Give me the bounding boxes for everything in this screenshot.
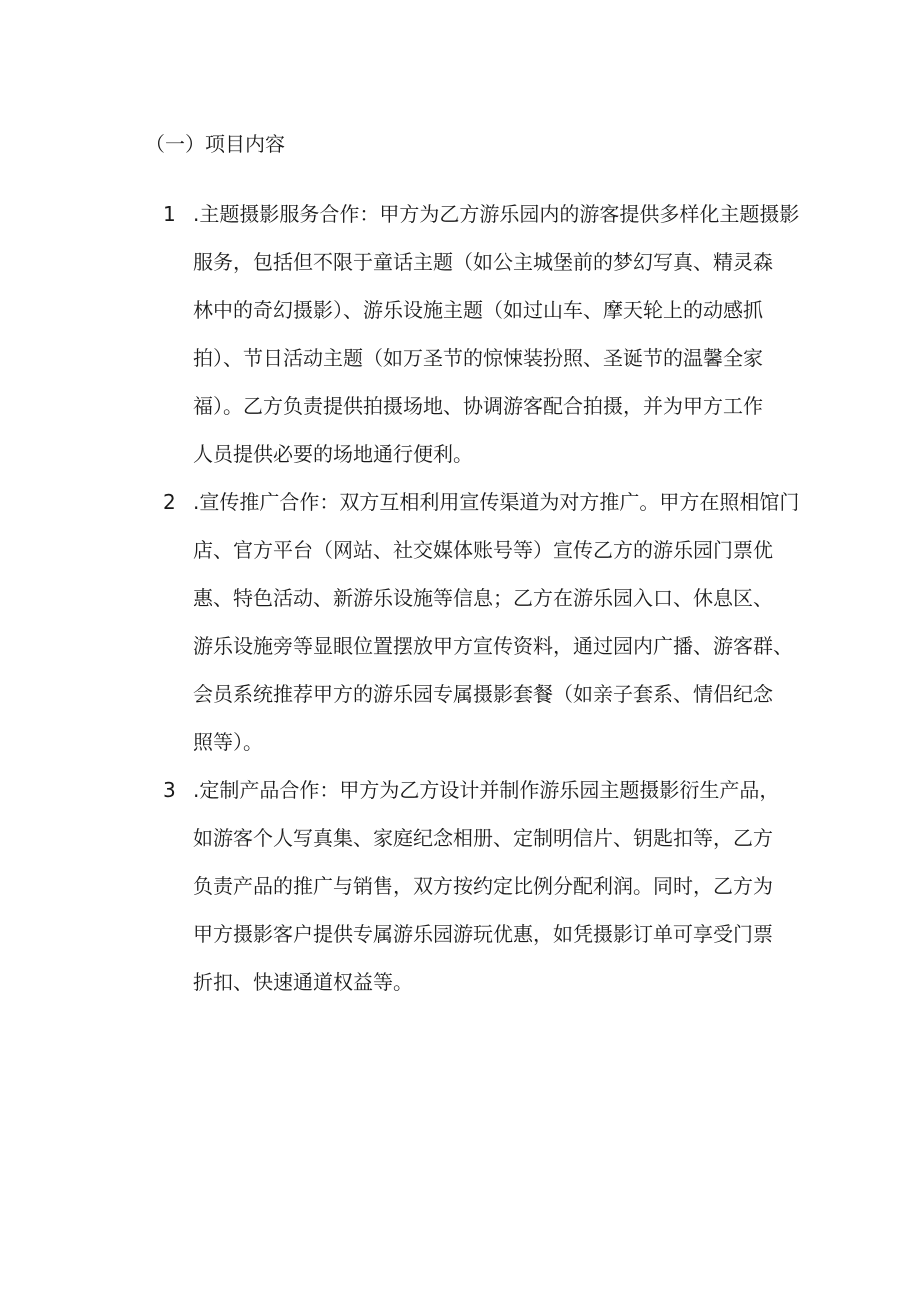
item-text-line: 负责产品的推广与销售，双方按约定比例分配利润。同时，乙方为 bbox=[193, 874, 773, 898]
item-text-line: .宣传推广合作：双方互相利用宣传渠道为对方推广。甲方在照相馆门 bbox=[193, 490, 800, 514]
item-text-line: 会员系统推荐甲方的游乐园专属摄影套餐（如亲子套系、情侣纪念 bbox=[193, 682, 773, 706]
item-text-line: .主题摄影服务合作：甲方为乙方游乐园内的游客提供多样化主题摄影 bbox=[193, 202, 800, 226]
item-text-line: .定制产品合作：甲方为乙方设计并制作游乐园主题摄影衍生产品， bbox=[193, 778, 780, 802]
item-text-line: 服务，包括但不限于童话主题（如公主城堡前的梦幻写真、精灵森 bbox=[193, 250, 773, 274]
item-number: 1 bbox=[163, 202, 176, 226]
item-text-line: 人员提供必要的场地通行便利。 bbox=[193, 442, 473, 466]
item-text-line: 林中的奇幻摄影）、游乐设施主题（如过山车、摩天轮上的动感抓 bbox=[193, 298, 763, 322]
item-text-line: 游乐设施旁等显眼位置摆放甲方宣传资料，通过园内广播、游客群、 bbox=[193, 634, 793, 658]
item-text-line: 照等）。 bbox=[193, 730, 263, 754]
item-number: 3 bbox=[163, 778, 176, 802]
item-text-line: 惠、特色活动、新游乐设施等信息；乙方在游乐园入口、休息区、 bbox=[193, 586, 773, 610]
section-heading: （一）项目内容 bbox=[145, 132, 285, 156]
item-text-line: 拍）、节日活动主题（如万圣节的惊悚装扮照、圣诞节的温馨全家 bbox=[193, 346, 763, 370]
item-number: 2 bbox=[163, 490, 176, 514]
item-text-line: 店、官方平台（网站、社交媒体账号等）宣传乙方的游乐园门票优 bbox=[193, 538, 773, 562]
item-text-line: 如游客个人写真集、家庭纪念相册、定制明信片、钥匙扣等，乙方 bbox=[193, 826, 773, 850]
item-text-line: 甲方摄影客户提供专属游乐园游玩优惠，如凭摄影订单可享受门票 bbox=[193, 922, 773, 946]
item-text-line: 福）。乙方负责提供拍摄场地、协调游客配合拍摄，并为甲方工作 bbox=[193, 394, 763, 418]
item-text-line: 折扣、快速通道权益等。 bbox=[193, 970, 413, 994]
